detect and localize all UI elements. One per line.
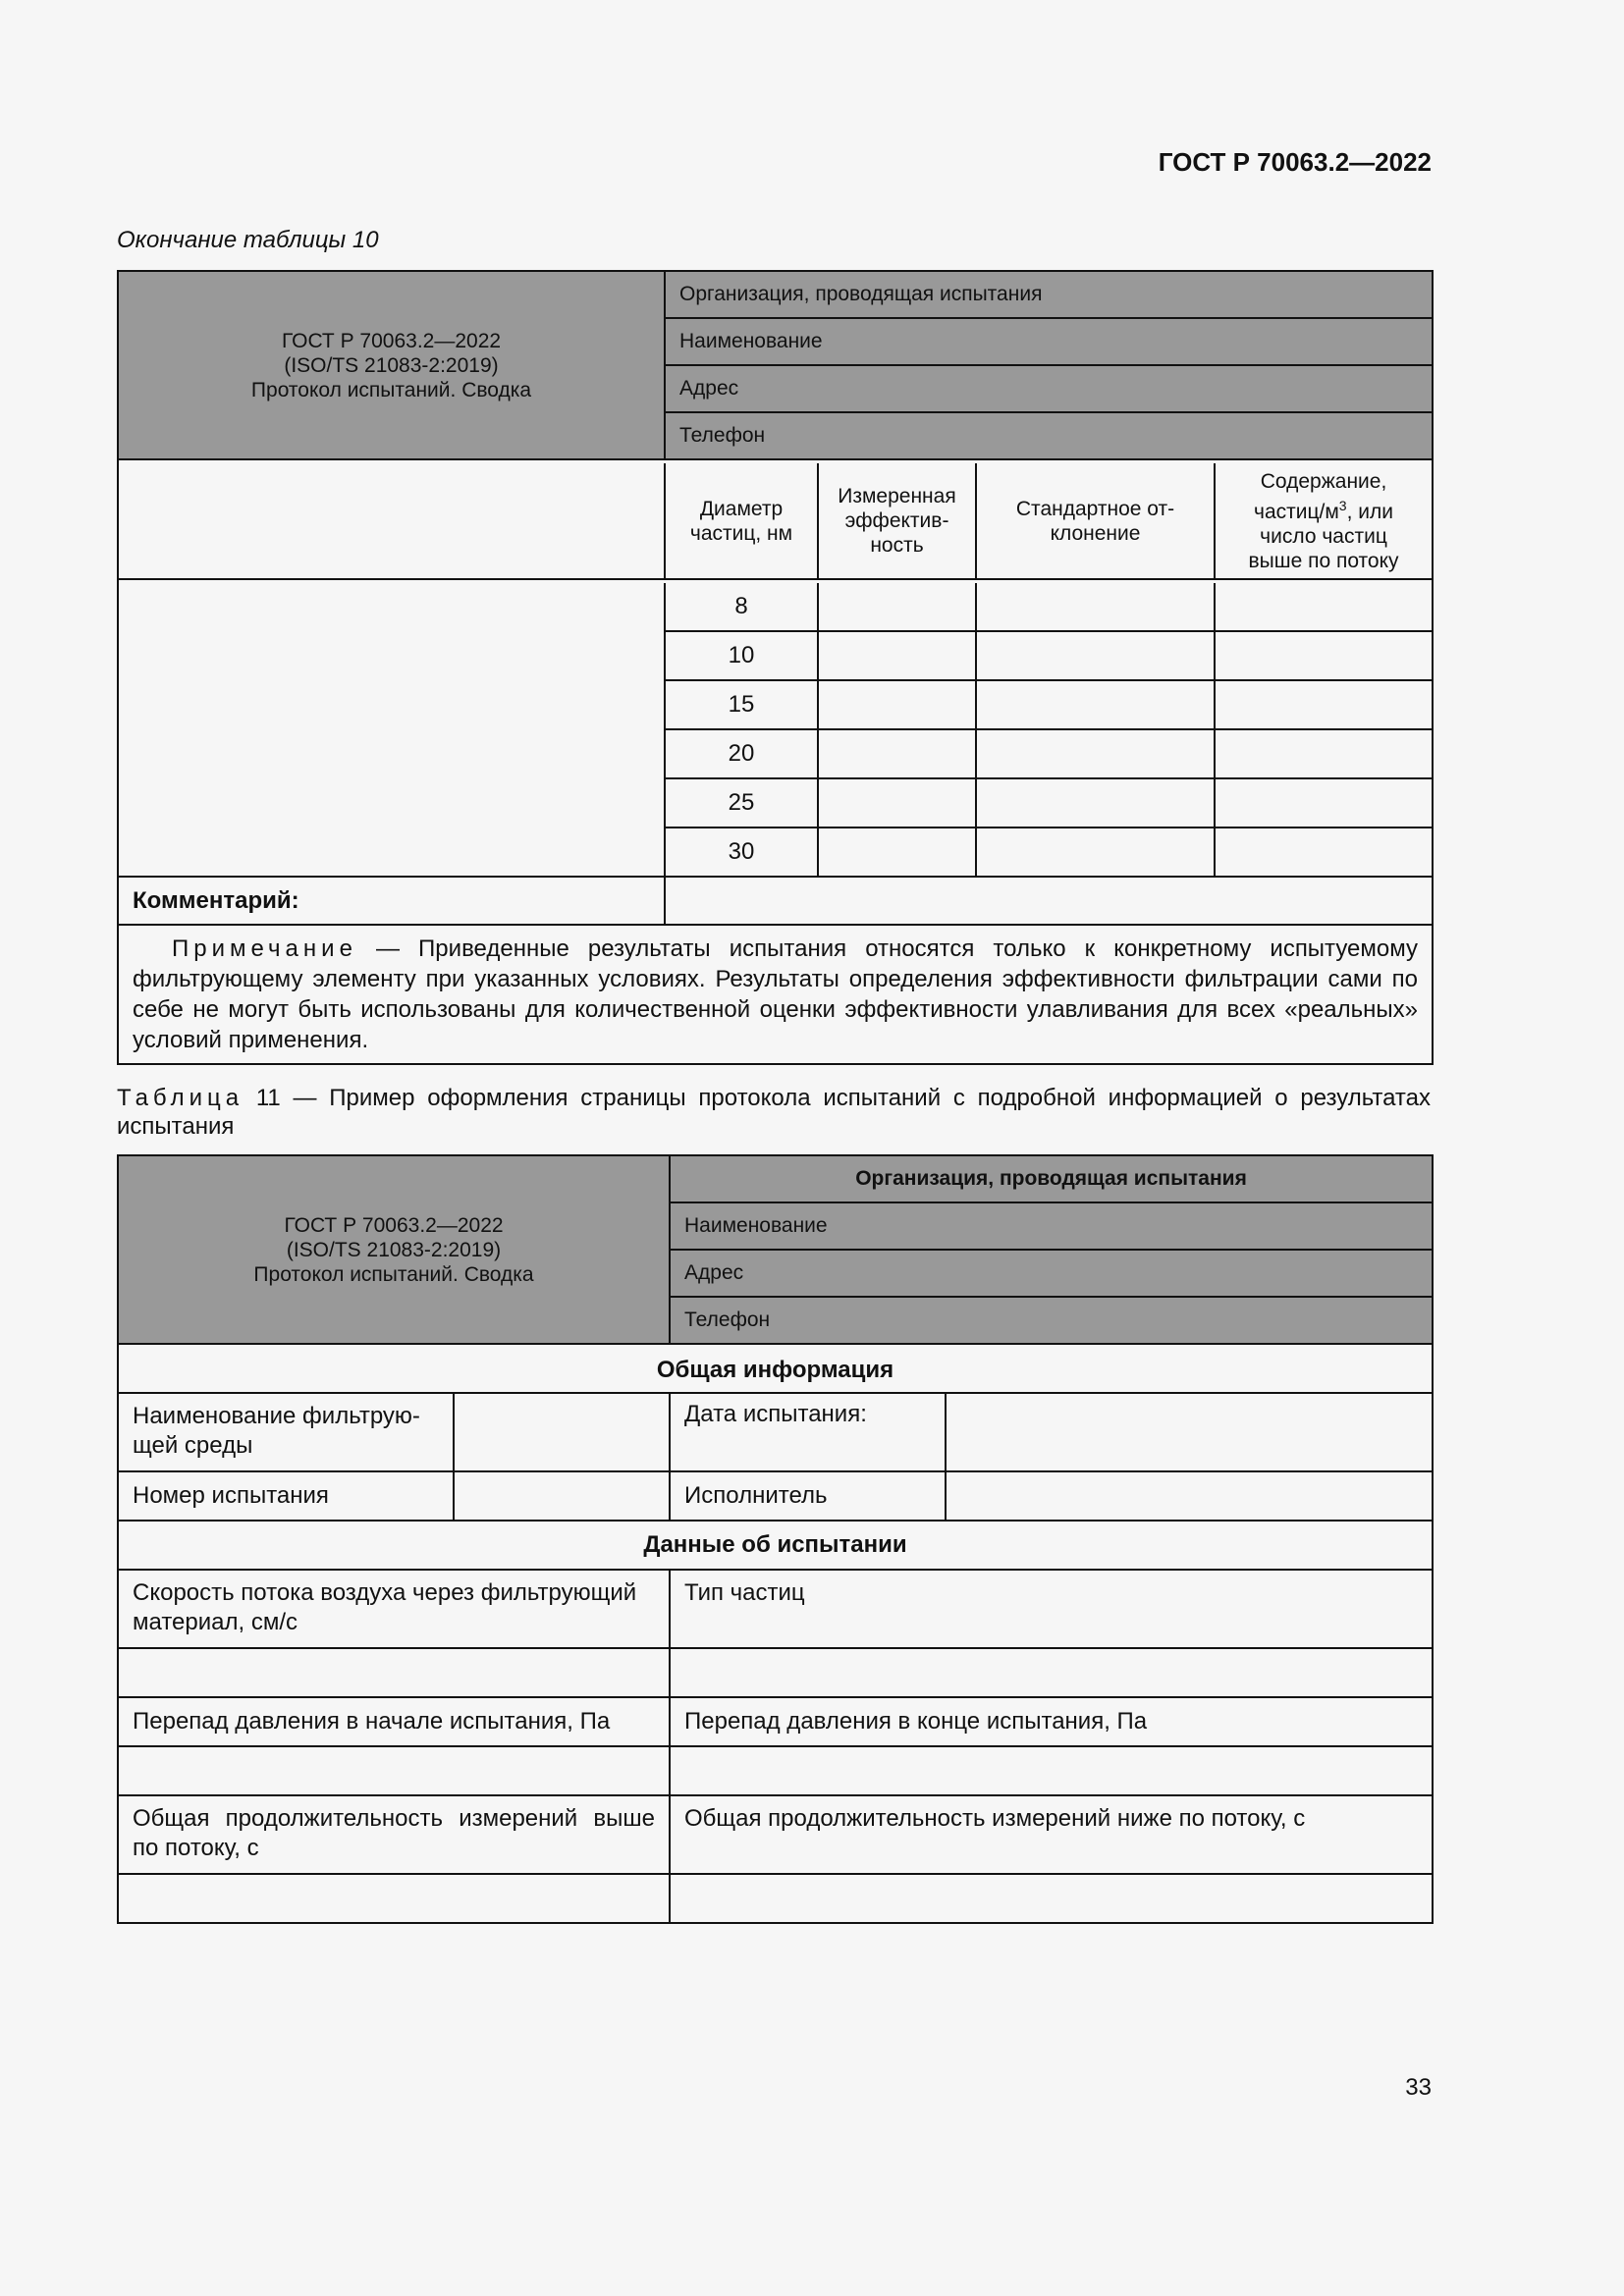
protocol-iso: (ISO/TS 21083-2:2019) — [284, 353, 499, 377]
org-name-row: Наименование — [670, 1202, 1433, 1250]
air-velocity-label: Скорость потока воздуха через фильтрующий материал, см/с — [118, 1570, 670, 1648]
results-left-blank — [118, 583, 665, 877]
duration-upstream-value — [118, 1874, 670, 1923]
std-dev-cell — [976, 828, 1215, 877]
efficiency-cell — [818, 631, 976, 680]
efficiency-cell — [818, 680, 976, 729]
diameter-value: 15 — [665, 680, 818, 729]
content-cell — [1215, 680, 1433, 729]
diameter-value: 20 — [665, 729, 818, 778]
std-dev-cell — [976, 729, 1215, 778]
document-code: ГОСТ Р 70063.2—2022 — [1158, 147, 1432, 177]
duration-upstream-label: Общая продолжительность измерений выше по потоку, с — [118, 1795, 670, 1874]
duration-downstream-label: Общая продолжительность измерений ниже по потоку, с — [670, 1795, 1433, 1874]
org-address-row: Адрес — [670, 1250, 1433, 1297]
content-cell — [1215, 729, 1433, 778]
particle-type-label: Тип частиц — [670, 1570, 1433, 1648]
empty-header-cell — [118, 463, 665, 579]
test-number-label: Номер испытания — [118, 1471, 454, 1521]
org-row: Организация, проводящая испытания — [665, 271, 1433, 318]
protocol-block — [118, 271, 665, 459]
efficiency-cell — [818, 729, 976, 778]
org-name-row: Наименование — [665, 318, 1433, 365]
content-cell — [1215, 778, 1433, 828]
std-dev-cell — [976, 778, 1215, 828]
std-dev-column-header: Стандартное от- клонение — [976, 463, 1215, 579]
dp-end-label: Перепад давления в конце испытания, Па — [670, 1697, 1433, 1746]
diameter-value: 10 — [665, 631, 818, 680]
table11-caption-label: Таблица — [117, 1085, 244, 1111]
comment-label: Комментарий: — [118, 877, 665, 925]
efficiency-cell — [818, 583, 976, 631]
content-cell — [1215, 583, 1433, 631]
org-phone-row: Телефон — [665, 412, 1433, 459]
efficiency-cell — [818, 778, 976, 828]
std-dev-cell — [976, 631, 1215, 680]
std-dev-cell — [976, 583, 1215, 631]
filter-media-label: Наименование фильтрую-щей среды — [118, 1393, 454, 1471]
test-date-label: Дата испытания: — [670, 1393, 946, 1471]
general-info-title: Общая информация — [118, 1348, 1433, 1393]
table11-caption — [117, 1084, 1431, 1141]
content-column-header: Содержание, частиц/$м^3$, или число частиц выше по потоку — [1215, 463, 1433, 579]
dp-start-label: Перепад давления в начале испытания, Па — [118, 1697, 670, 1746]
table10-continuation-caption: Окончание таблицы 10 — [117, 227, 379, 253]
protocol-standard: ГОСТ Р 70063.2—2022 — [284, 1213, 504, 1237]
duration-downstream-value — [670, 1874, 1433, 1923]
dp-end-value — [670, 1746, 1433, 1795]
protocol-iso: (ISO/TS 21083-2:2019) — [286, 1238, 502, 1261]
filter-media-value — [454, 1393, 670, 1471]
test-date-value — [946, 1393, 1433, 1471]
page-number: 33 — [1405, 2074, 1432, 2101]
table10-note — [118, 925, 1433, 1064]
comment-field — [665, 877, 1433, 925]
org-phone-row: Телефон — [670, 1297, 1433, 1344]
protocol-block-11 — [118, 1155, 670, 1344]
dp-start-value — [118, 1746, 670, 1795]
diameter-value: 8 — [665, 583, 818, 631]
org-address-row: Адрес — [665, 365, 1433, 412]
table11 — [117, 1154, 1434, 1924]
efficiency-cell — [818, 828, 976, 877]
executor-value — [946, 1471, 1433, 1521]
diameter-value: 25 — [665, 778, 818, 828]
test-number-value — [454, 1471, 670, 1521]
diameter-value: 30 — [665, 828, 818, 877]
std-dev-cell — [976, 680, 1215, 729]
table11-caption-text: 11 — Пример оформления страницы протокола испытаний с подробной информацией о результатах испытания — [117, 1085, 1431, 1140]
protocol-title: Протокол испытаний. Сводка — [250, 378, 532, 401]
org-row: Организация, проводящая испытания — [670, 1155, 1433, 1202]
note-text: — Приведенные результаты испытания относятся только к конкретному испытуемому фильтрующему элементу при указанных условиях. Результаты определения эффективности фильтрации сами по себе не могут быть использованы для количественной оценки эффективности улавливания для всех «реальных» условий применения. — [133, 935, 1419, 1053]
content-cell — [1215, 631, 1433, 680]
protocol-title: Протокол испытаний. Сводка — [253, 1262, 534, 1286]
note-label: Примечание — [172, 935, 357, 962]
particle-type-value — [670, 1648, 1433, 1697]
executor-label: Исполнитель — [670, 1471, 946, 1521]
diameter-column-header: Диаметр частиц, нм — [665, 463, 818, 579]
protocol-standard: ГОСТ Р 70063.2—2022 — [281, 329, 502, 352]
table10 — [117, 270, 1434, 1065]
test-data-title: Данные об испытании — [118, 1521, 1433, 1570]
content-cell — [1215, 828, 1433, 877]
efficiency-column-header: Измеренная эффектив- ность — [818, 463, 976, 579]
air-velocity-value — [118, 1648, 670, 1697]
